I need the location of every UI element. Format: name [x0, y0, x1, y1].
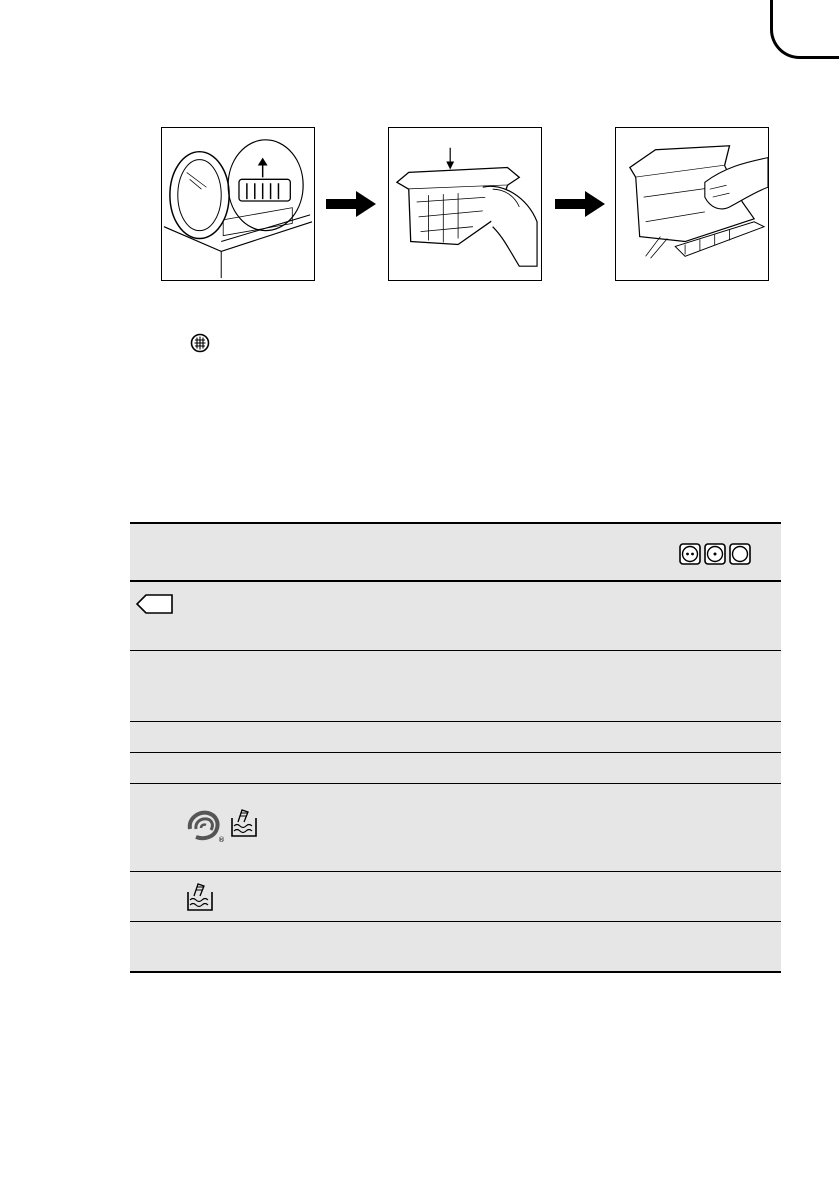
filter-indicator-icon	[190, 333, 210, 353]
page-edge-tab	[770, 0, 839, 59]
table-row	[130, 651, 781, 722]
filter-cleaning-illustration	[616, 128, 768, 280]
right-arrow-icon	[326, 191, 376, 217]
care-table	[130, 522, 781, 973]
filter-opening-illustration	[389, 128, 541, 280]
table-row	[130, 922, 781, 972]
hand-wash-icon	[230, 808, 258, 838]
table-row	[130, 722, 781, 753]
figure-dryer-filter-removal	[161, 127, 315, 281]
table-row	[130, 581, 781, 651]
dry-no-heat-icon	[730, 544, 750, 564]
registered-mark-icon: ®	[218, 836, 225, 843]
table-row	[130, 753, 781, 784]
dry-heat-low-icon	[705, 544, 725, 564]
dry-heat-high-icon	[680, 544, 700, 564]
right-arrow-icon	[555, 191, 605, 217]
figure-filter-cleaning	[615, 127, 769, 281]
woolmark-icon	[186, 809, 226, 843]
table-row	[130, 872, 781, 922]
figure-filter-opening	[388, 127, 542, 281]
dryer-filter-removal-illustration	[162, 128, 314, 280]
drying-symbols	[679, 543, 751, 565]
table-row	[130, 784, 781, 872]
table-header-cell	[130, 523, 781, 581]
hand-wash-icon	[186, 882, 214, 912]
label-tag-icon	[136, 593, 174, 615]
table-header-row	[130, 523, 781, 581]
